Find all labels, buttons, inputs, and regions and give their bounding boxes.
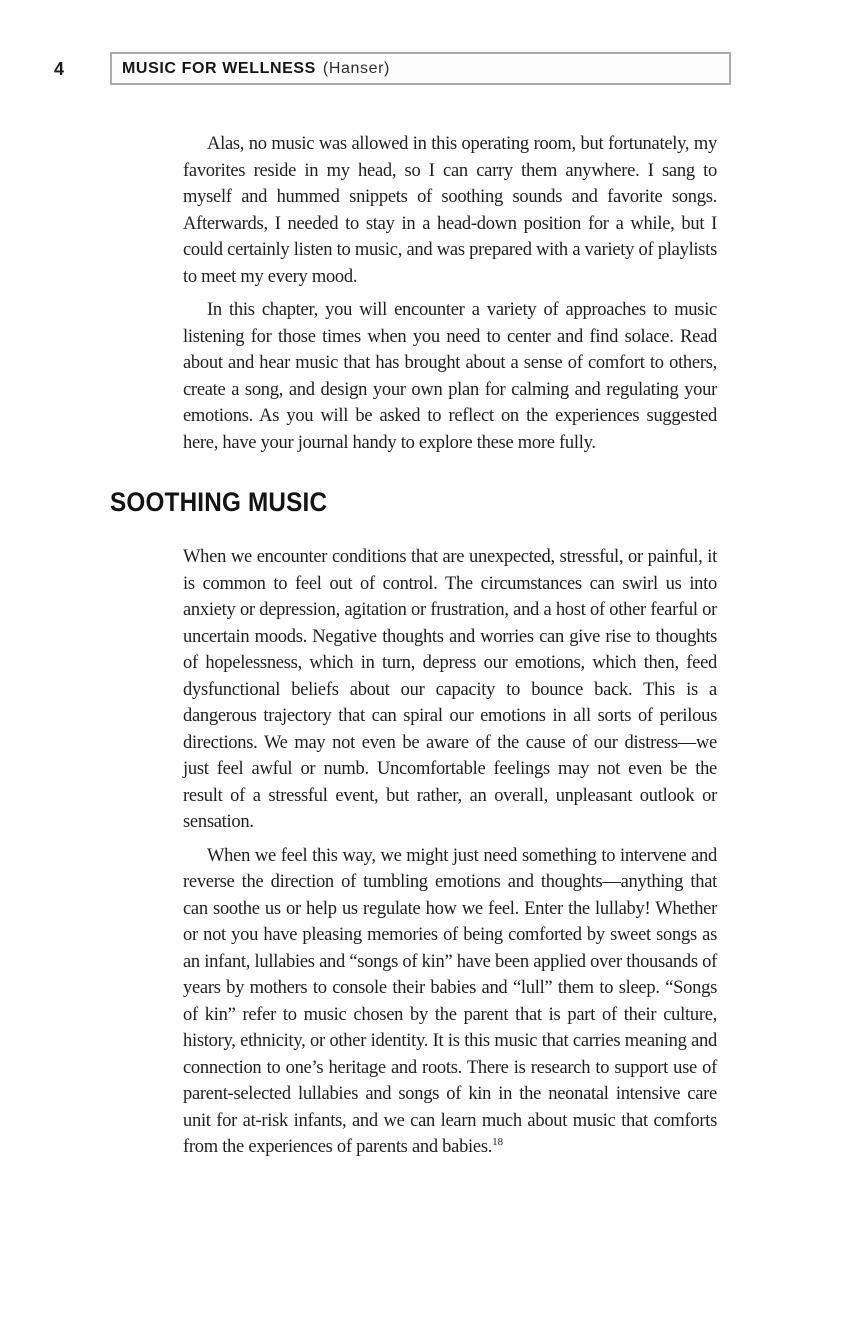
- footnote-reference: 18: [492, 1135, 504, 1148]
- page-body: [110, 131, 717, 1168]
- paragraph-chapter-intro: In this chapter, you will encounter a variety of approaches to music listening for those times when you need to center and find solace. Read about and hear music that has brought about a sense of comfort to others, create a song, and design your own plan for calming and regulating your emotions. As you will be asked to reflect on the experiences suggested here, have your journal handy to explore these more fully.: [183, 300, 717, 453]
- paragraph-unexpected-conditions: When we encounter conditions that are unexpected, stressful, or painful, it is common to feel out of control. The circumstances can swirl us into anxiety or depression, agitation or frustration, and a host of other fearful or uncertain moods. Negative thoughts and worries can give rise to thoughts of hopelessness, which in turn, depress our emotions, which then, feed dysfunctional beliefs about our capacity to bounce back. This is a dangerous trajectory that can spiral our emotions in all sorts of perilous directions. We may not even be aware of the cause of our distress—we just feel awful or numb. Uncomfortable feelings may not even be the result of a stressful event, but rather, an overall, unpleasant outlook or sensation.: [183, 547, 717, 832]
- paragraph-lullaby: [183, 843, 717, 1161]
- paragraph-operating-room: Alas, no music was allowed in this operating room, but fortunately, my favorites reside in my head, so I can carry them anywhere. I sang to myself and hummed snippets of soothing sounds and favorite songs. Afterwards, I needed to stay in a head-down position for a while, but I could certainly listen to music, and was prepared with a variety of playlists to meet my every mood.: [183, 134, 717, 287]
- running-head-box: [110, 52, 731, 85]
- paragraph-lullaby-text: When we feel this way, we might just need something to intervene and reverse the direction of tumbling emotions and thoughts—anything that can soothe us or help us regulate how we feel. Enter the lullaby! Whether or not you have pleasing memories of being comforted by sweet songs as an infant, lullabies and “songs of kin” have been applied over thousands of years by mothers to console their babies and “lull” them to sleep. “Songs of kin” refer to music chosen by the parent that is part of their culture, history, ethnicity, or other identity. It is this music that carries meaning and connection to one’s heritage and roots. There is research to support use of parent-selected lullabies and songs of kin in the neonatal intensive care unit for at-risk infants, and we can learn much about music that comforts from the experiences of parents and babies.: [183, 845, 717, 1157]
- running-head-author: (Hanser): [322, 59, 390, 77]
- page-number: 4: [54, 59, 65, 79]
- section-heading-soothing-music: SOOTHING MUSIC: [110, 487, 328, 517]
- running-head-title: MUSIC FOR WELLNESS: [122, 59, 316, 77]
